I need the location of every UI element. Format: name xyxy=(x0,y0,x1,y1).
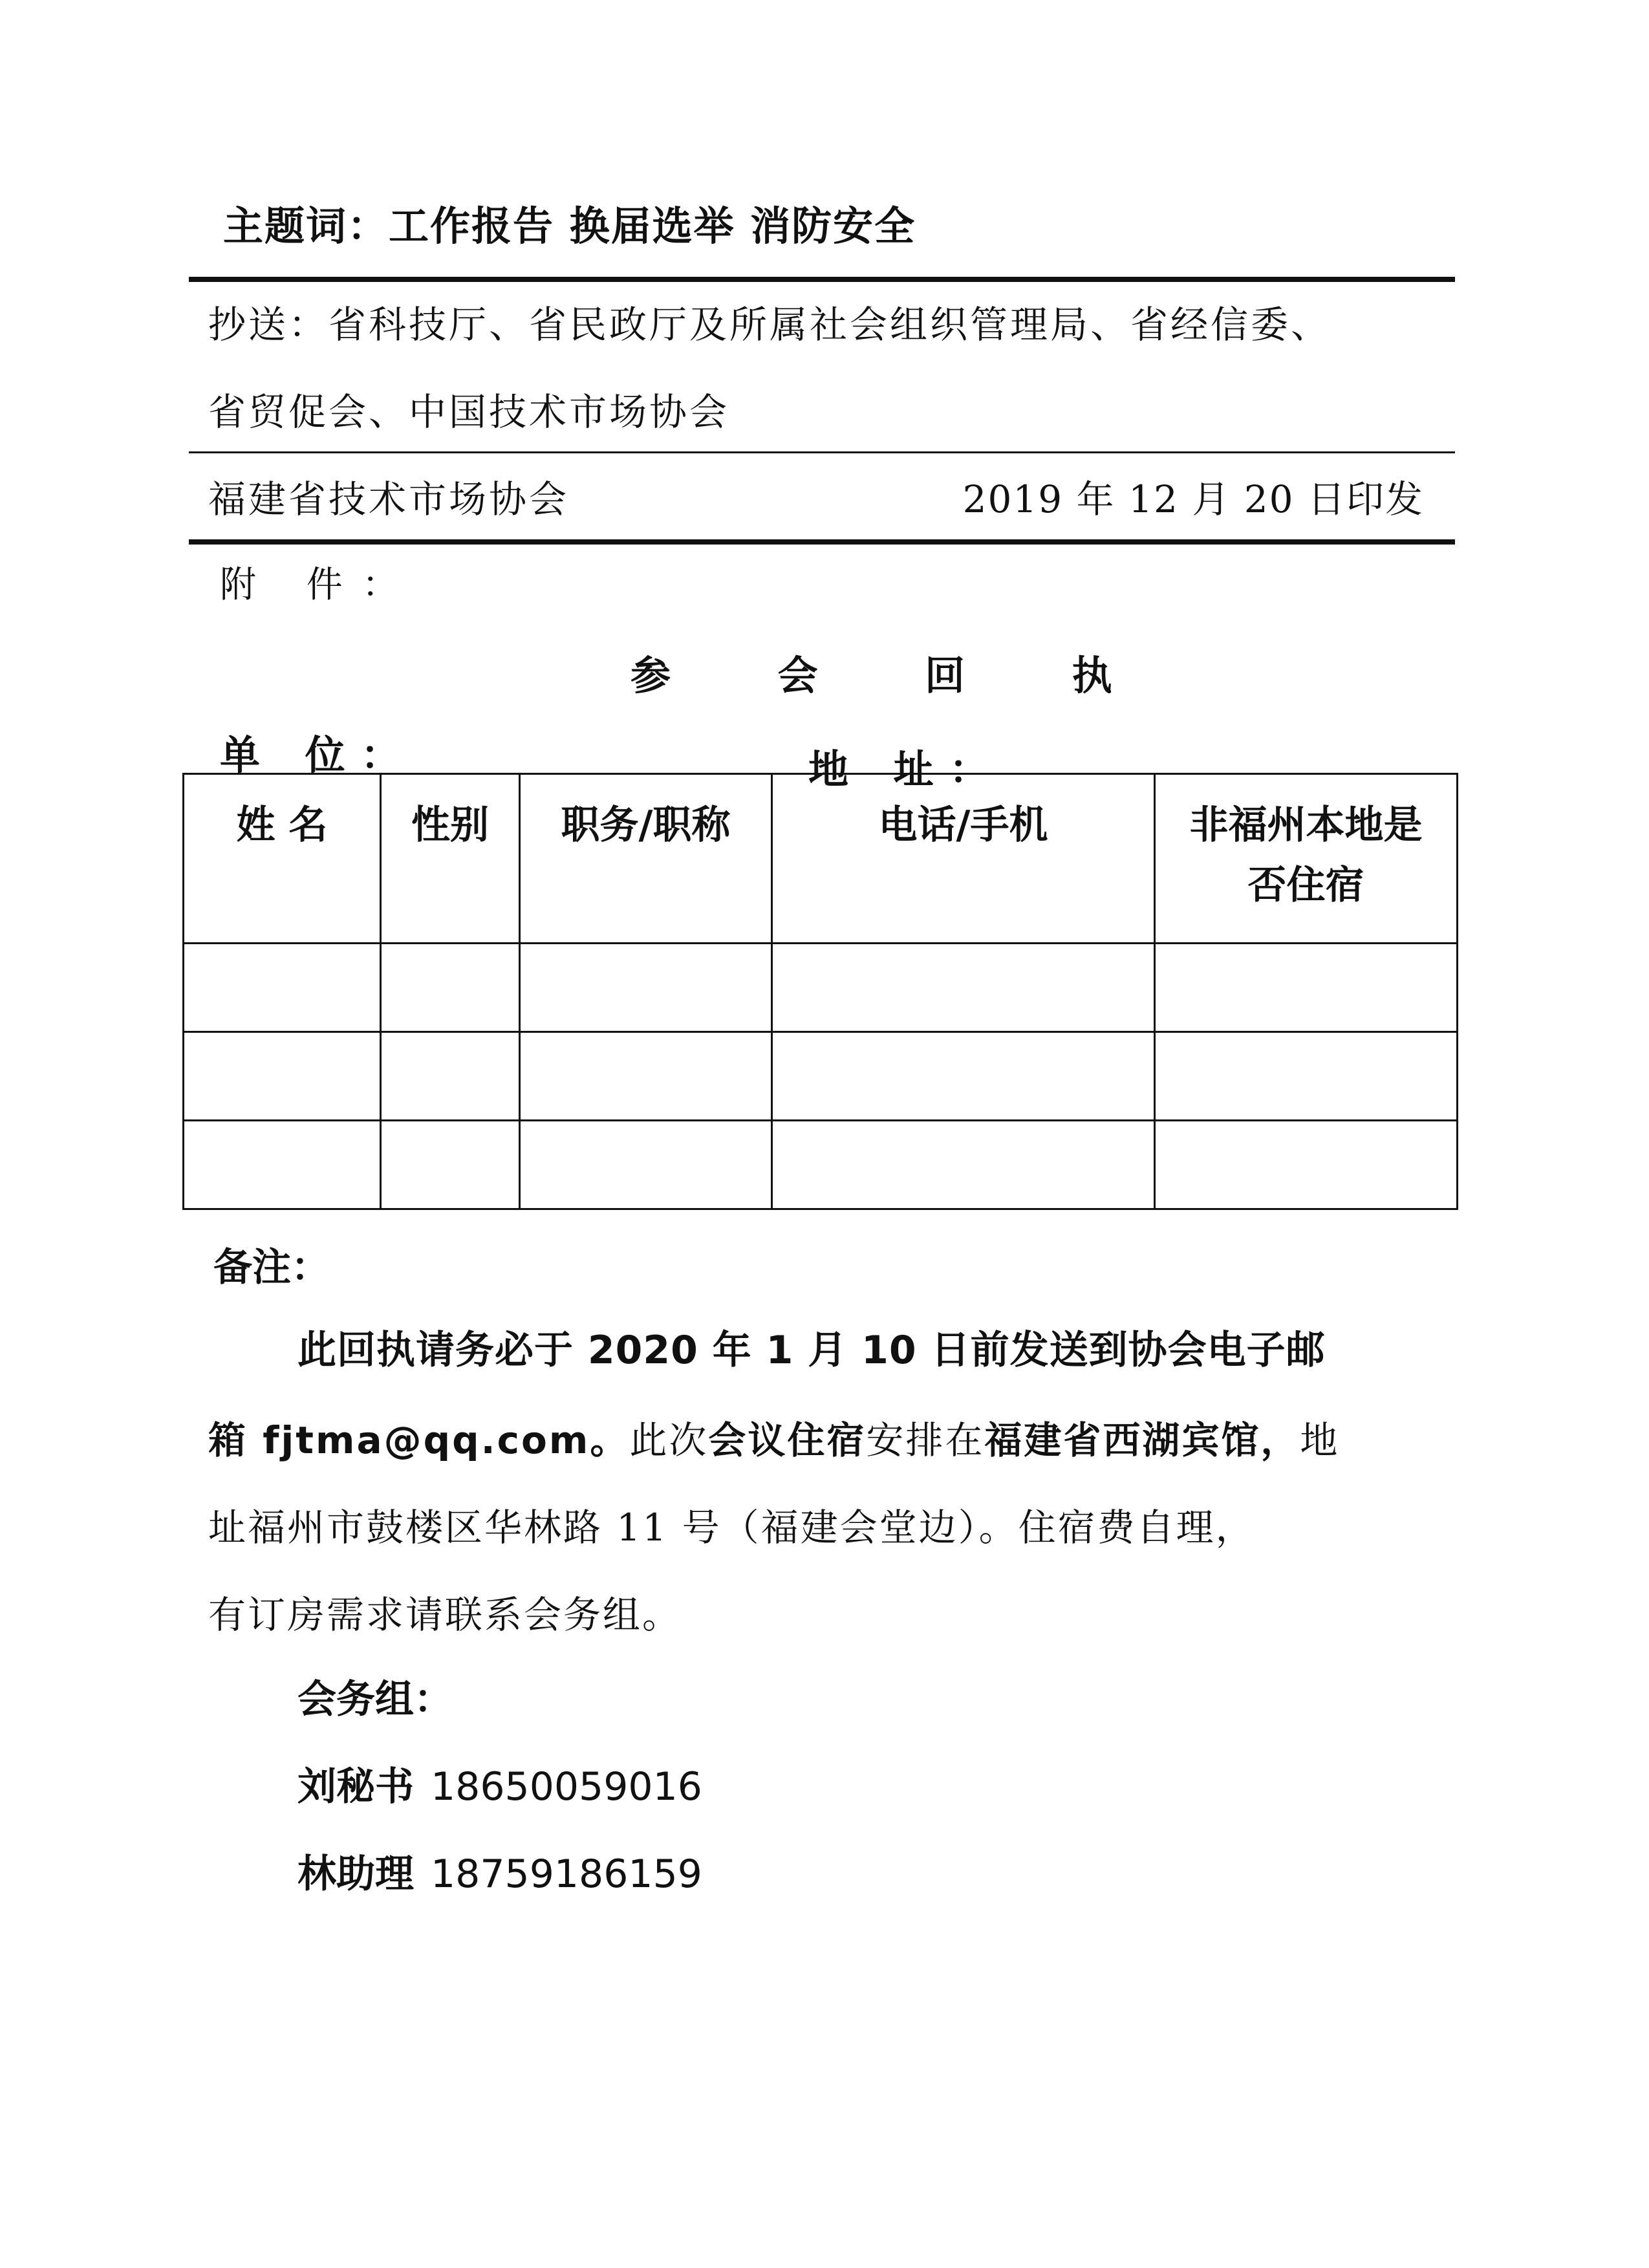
table-cell[interactable] xyxy=(1155,944,1458,1032)
remarks-line-1: 此回执请务必于 2020 年 1 月 10 日前发送到协会电子邮 xyxy=(297,1328,1326,1373)
table-cell[interactable] xyxy=(1155,1121,1458,1209)
column-header-name: 姓 名 xyxy=(184,774,381,944)
remarks-text: 此次 xyxy=(629,1418,709,1462)
column-header-phone: 电话/手机 xyxy=(772,774,1155,944)
contact-item xyxy=(297,1843,702,1899)
table-cell[interactable] xyxy=(381,944,520,1032)
table-row xyxy=(184,944,1458,1032)
table-cell[interactable] xyxy=(184,944,381,1032)
issuer-name: 福建省技术市场协会 xyxy=(208,477,570,521)
contact-item xyxy=(297,1756,702,1811)
subject-words: 主题词：工作报告 换届选举 消防安全 xyxy=(223,202,916,250)
contact-name: 林助理 xyxy=(297,1852,414,1897)
remarks-text: 安排在 xyxy=(866,1418,985,1462)
column-header-gender: 性别 xyxy=(381,774,520,944)
table-cell[interactable] xyxy=(520,1121,772,1209)
issue-date: 2019 年 12 月 20 日印发 xyxy=(962,477,1424,521)
address-label: 地 址： xyxy=(808,746,1005,793)
remarks-label: 备注： xyxy=(213,1245,330,1290)
contact-phone: 18650059016 xyxy=(431,1764,702,1809)
cc-line-1: 抄送：省科技厅、省民政厅及所属社会组织管理局、省经信委、 xyxy=(208,303,1331,347)
remarks-lodging: 会议住宿 xyxy=(708,1418,867,1462)
table-cell[interactable] xyxy=(184,1121,381,1209)
header-rule-middle xyxy=(189,451,1455,453)
cc-line-2: 省贸促会、中国技术市场协会 xyxy=(208,390,730,434)
table-row xyxy=(184,1121,1458,1209)
table-cell[interactable] xyxy=(520,944,772,1032)
meeting-group-label: 会务组： xyxy=(297,1677,453,1722)
table-cell[interactable] xyxy=(520,1032,772,1121)
table-cell[interactable] xyxy=(772,944,1155,1032)
contact-name: 刘秘书 xyxy=(297,1764,414,1809)
table-cell[interactable] xyxy=(1155,1032,1458,1121)
attachment-label: 附 件： xyxy=(220,564,418,606)
table-cell[interactable] xyxy=(381,1121,520,1209)
contact-phone: 18759186159 xyxy=(431,1852,702,1897)
header-rule-bottom xyxy=(189,539,1455,545)
table-cell[interactable] xyxy=(772,1121,1155,1209)
table-header-row xyxy=(184,774,1458,944)
remarks-hotel: 福建省西湖宾馆， xyxy=(984,1418,1300,1462)
table-cell[interactable] xyxy=(184,1032,381,1121)
remarks-email: 箱 fjtma@qq.com。 xyxy=(208,1418,630,1462)
remarks-text: 地 xyxy=(1300,1418,1340,1462)
header-rule-top xyxy=(189,277,1455,282)
table-cell[interactable] xyxy=(772,1032,1155,1121)
table-row xyxy=(184,1032,1458,1121)
unit-label: 单 位： xyxy=(220,731,416,779)
table-cell[interactable] xyxy=(381,1032,520,1121)
remarks-line-2 xyxy=(208,1410,1339,1464)
column-header-title: 职务/职称 xyxy=(520,774,772,944)
remarks-line-3: 址福州市鼓楼区华林路 11 号（福建会堂边）。住宿费自理， xyxy=(208,1506,1255,1550)
remarks-line-4: 有订房需求请联系会务组。 xyxy=(208,1593,682,1637)
attendee-table xyxy=(182,773,1458,1210)
receipt-title: 参 会 回 执 xyxy=(630,652,1159,699)
column-header-lodging: 非福州本地是否住宿 xyxy=(1155,774,1458,944)
